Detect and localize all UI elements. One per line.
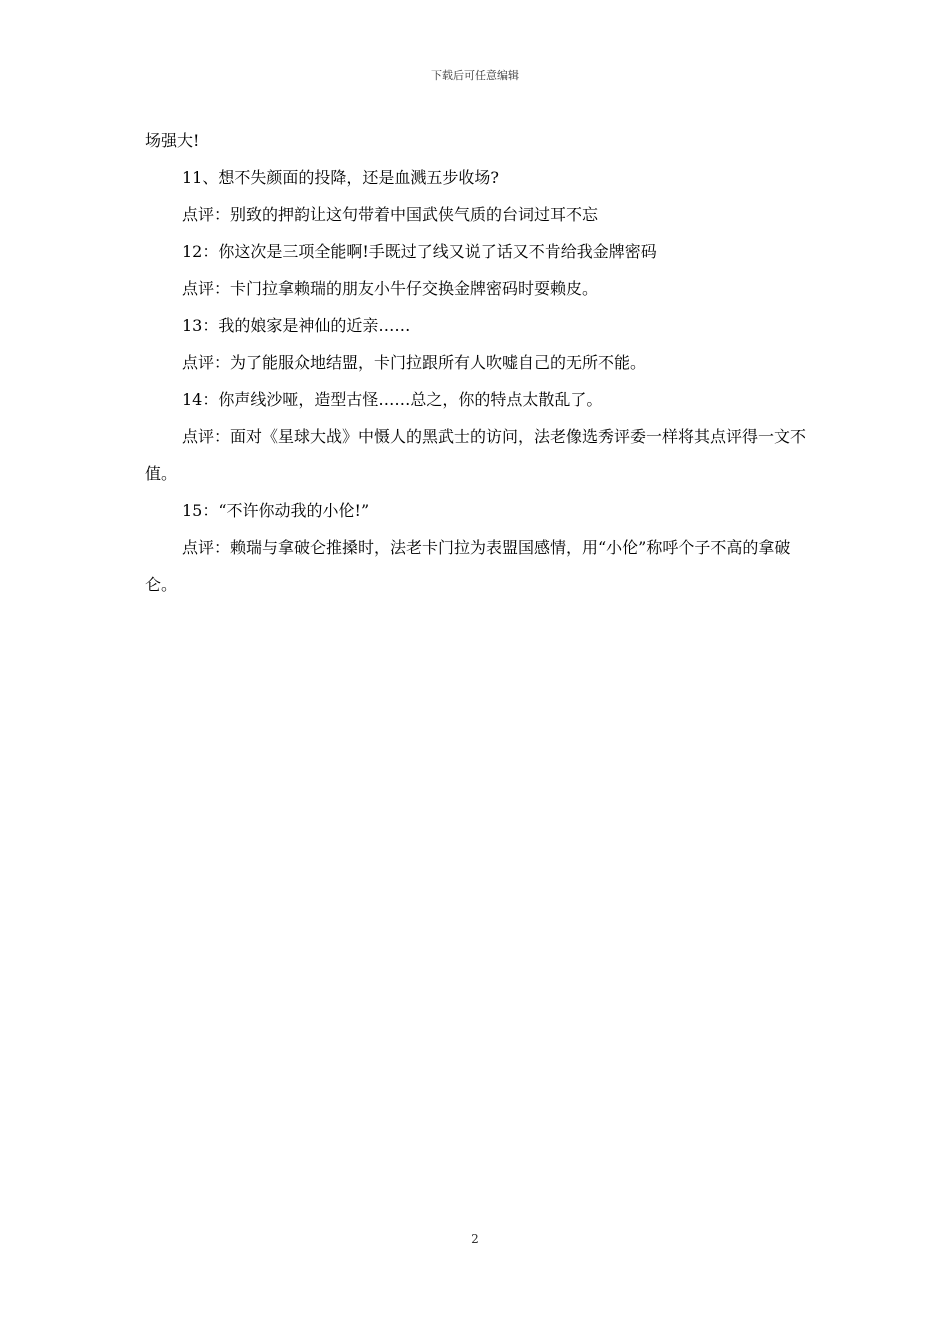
paragraph-quote-13: 13：我的娘家是神仙的近亲…… [182,316,411,335]
paragraph-comment-14: 点评：面对《星球大战》中慑人的黑武士的访问，法老像选秀评委一样将其点评得一文不值。 [145,427,807,483]
paragraph-quote-12: 12：你这次是三项全能啊!手既过了线又说了话又不肯给我金牌密码 [182,242,657,261]
paragraph-quote-15: 15：“不许你动我的小伦!” [182,501,370,520]
paragraph-quote-11: 11、想不失颜面的投降，还是血溅五步收场? [182,168,499,187]
paragraph-comment-11: 点评：别致的押韵让这句带着中国武侠气质的台词过耳不忘 [182,205,599,224]
page-header: 下载后可任意编辑 [431,69,519,82]
paragraph-comment-15: 点评：赖瑞与拿破仑推搡时，法老卡门拉为表盟国感情，用“小伦”称呼个子不高的拿破仑。 [145,538,791,594]
page-number: 2 [471,1232,479,1246]
paragraph-comment-12: 点评：卡门拉拿赖瑞的朋友小牛仔交换金牌密码时耍赖皮。 [182,279,599,298]
paragraph-continuation: 场强大! [145,131,200,150]
paragraph-comment-13: 点评：为了能服众地结盟，卡门拉跟所有人吹嘘自己的无所不能。 [182,353,647,372]
document-body [145,122,810,603]
paragraph-quote-14: 14：你声线沙哑，造型古怪……总之，你的特点太散乱了。 [182,390,603,409]
